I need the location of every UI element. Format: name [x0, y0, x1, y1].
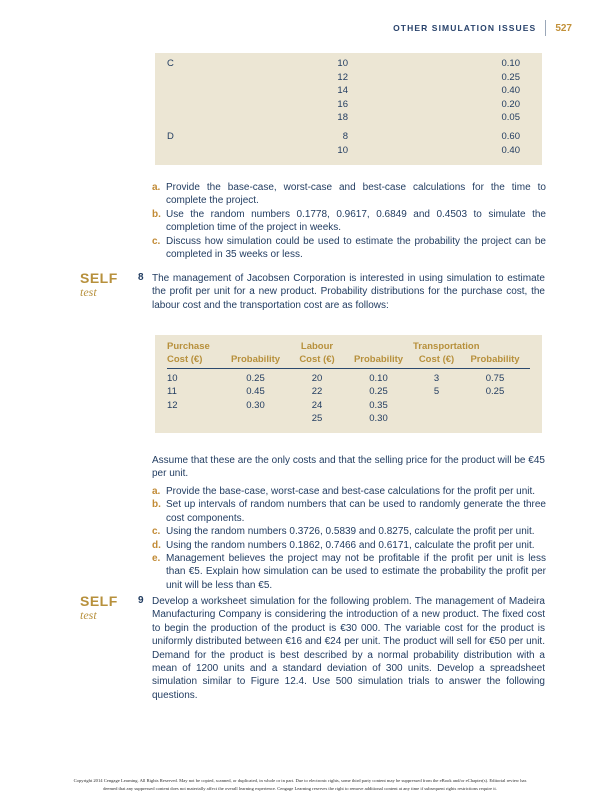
- copyright-footer: [28, 777, 572, 792]
- cell: 5: [433, 386, 440, 398]
- header-rule: [167, 368, 530, 369]
- item-letter: e.: [152, 553, 161, 565]
- test-label: test: [80, 285, 97, 299]
- probability-value: 0.20: [501, 98, 520, 110]
- time-value: 14: [337, 85, 348, 97]
- problem8-question-list: [152, 485, 546, 592]
- probability-value: 0.05: [501, 112, 520, 124]
- running-head-title: OTHER SIMULATION ISSUES: [393, 23, 537, 33]
- item-letter: d.: [152, 539, 161, 551]
- cell: 0.25: [246, 373, 265, 385]
- test-label: test: [80, 608, 97, 622]
- cell: [221, 412, 290, 425]
- time-value: 8: [342, 130, 348, 142]
- item-text: Using the random numbers 0.3726, 0.5839 and 0.8275, calculate the profit per unit.: [166, 526, 535, 538]
- item-letter: b.: [152, 208, 161, 220]
- table-header-row-1: [167, 341, 530, 354]
- col-probability: Probability: [230, 353, 281, 365]
- table-row: [155, 98, 542, 112]
- time-value: 18: [337, 112, 348, 124]
- table-row: [155, 71, 542, 85]
- activity-label: [155, 111, 205, 125]
- cell: 11: [167, 386, 177, 398]
- activity-label: D: [167, 130, 174, 142]
- probability-value: 0.10: [501, 58, 520, 69]
- problem8-intro: The management of Jacobsen Corporation is interested in using simulation to estimate the profit per unit for a new product. Probability distributions for the purchase cost, the labour cost and the transportation cost are as follows:: [152, 273, 545, 311]
- table-header-row-2: [167, 354, 530, 367]
- col-labour-cost: Cost (€): [299, 353, 335, 365]
- item-text: Set up intervals of random numbers that can be used to randomly generate the three cost components.: [166, 499, 546, 524]
- col-probability: Probability: [353, 353, 404, 365]
- item-letter: b.: [152, 499, 161, 511]
- probability-value: 0.25: [501, 71, 520, 83]
- list-item: [152, 525, 546, 538]
- self-label: SELF: [80, 593, 118, 609]
- page-header: [393, 20, 572, 36]
- cell: [413, 399, 460, 412]
- col-purchase-cost: Cost (€): [167, 353, 203, 365]
- time-value: 12: [337, 71, 348, 83]
- cell: [460, 412, 530, 425]
- cell: 25: [311, 412, 323, 424]
- cell: 22: [311, 386, 323, 398]
- col-group-transportation: Transportation: [413, 341, 480, 352]
- problem-number: 9: [138, 595, 144, 606]
- time-value: 10: [337, 144, 348, 156]
- item-text: Provide the base-case, worst-case and best-case calculations for the profit per unit.: [166, 486, 536, 497]
- table-row: [155, 111, 542, 125]
- cell: [460, 399, 530, 412]
- cell: 12: [167, 399, 178, 411]
- problem8-assumption: Assume that these are the only costs and that the selling price for the product will be €45 per unit.: [152, 455, 545, 480]
- probability-value: 0.40: [501, 144, 520, 156]
- header-divider: [545, 20, 546, 36]
- list-item: [152, 235, 546, 262]
- list-item: [152, 539, 546, 552]
- col-transportation-cost: Cost (€): [418, 353, 455, 365]
- item-text: Using the random numbers 0.1862, 0.7466 and 0.6171, calculate the profit per unit.: [166, 539, 535, 551]
- cost-distribution-table: [155, 335, 542, 433]
- self-label: SELF: [80, 270, 118, 286]
- table-row: [167, 399, 530, 412]
- problem-number: 8: [138, 272, 144, 283]
- time-value: 16: [337, 98, 348, 110]
- problem7-question-list: [152, 181, 546, 261]
- cell: 0.75: [485, 373, 505, 385]
- item-text: Management believes the project may not be profitable if the profit per unit is less than €5. Explain how simulation can be used to estimate the probability the profit per unit will be less than €5.: [166, 553, 546, 591]
- cell: 0.30: [369, 412, 388, 424]
- cell: 0.45: [246, 386, 265, 398]
- copyright-line-2: deemed that any suppressed content does not materially affect the overall learning experience. Cengage Learning reserves the right to remove additional content at any time if subsequent rights restrictions require it.: [103, 785, 497, 791]
- activity-label: [155, 71, 205, 85]
- table-row: [155, 130, 542, 144]
- item-text: Provide the base-case, worst-case and best-case calculations for the time to complete the project.: [166, 182, 546, 207]
- activity-label: [155, 98, 205, 112]
- list-item: [152, 181, 546, 208]
- cell: 0.10: [369, 373, 388, 385]
- list-item: [152, 208, 546, 235]
- cell: [167, 412, 221, 425]
- list-item: [152, 552, 546, 592]
- page-number: 527: [555, 22, 572, 34]
- cell: 3: [433, 373, 440, 385]
- list-item: [152, 498, 546, 525]
- table-row: [167, 385, 530, 398]
- cell: 10: [167, 373, 178, 385]
- col-group-labour: Labour: [300, 341, 334, 352]
- item-letter: a.: [152, 486, 161, 497]
- table-row: [155, 57, 542, 71]
- copyright-line-1: Copyright 2014 Cengage Learning. All Rights Reserved. May not be copied, scanned, or duplicated, in whole or in part. Due to electronic rights, some third party content may be suppressed from the eBook and/or eChapter(s). Editorial review has: [73, 778, 527, 783]
- activity-label: C: [167, 58, 174, 69]
- probability-value: 0.60: [501, 130, 520, 142]
- col-group-purchase: Purchase: [167, 341, 210, 352]
- item-letter: c.: [152, 526, 161, 538]
- cell: 0.25: [369, 386, 388, 398]
- cell: 0.30: [246, 399, 265, 411]
- cell: 0.25: [485, 386, 505, 398]
- col-probability: Probability: [470, 353, 520, 365]
- item-text: Discuss how simulation could be used to estimate the probability the project can be completed in 35 weeks or less.: [166, 235, 546, 261]
- activity-label: [155, 144, 205, 158]
- cell: [413, 412, 460, 425]
- problem9-text: Develop a worksheet simulation for the following problem. The management of Madeira Manufacturing Company is considering the introduction of a new product. The fixed cost to begin the production of the product is €30 000. The variable cost for the product is uniformly distributed between €16 and €24 per unit. The product will sell for €50 per unit. Demand for the product is best described by a normal probability distribution with a mean of 1200 units and a standard deviation of 300 units. Develop a spreadsheet simulation similar to Figure 12.4. Use 500 simulation trials to answer the following questions.: [152, 596, 545, 701]
- table-row: [155, 144, 542, 158]
- cell: 0.35: [369, 399, 388, 411]
- item-text: Use the random numbers 0.1778, 0.9617, 0.6849 and 0.4503 to simulate the completion time of the project in weeks.: [166, 208, 546, 234]
- table-row: [167, 412, 530, 425]
- time-value: 10: [337, 58, 348, 69]
- cell: 24: [311, 399, 323, 411]
- table-row: [167, 372, 530, 385]
- item-letter: a.: [152, 182, 161, 193]
- probability-value: 0.40: [501, 85, 520, 97]
- cell: 20: [311, 373, 323, 385]
- table-row: [155, 84, 542, 98]
- activity-label: [155, 84, 205, 98]
- activity-time-table: [155, 53, 542, 165]
- item-letter: c.: [152, 235, 161, 247]
- list-item: [152, 485, 546, 498]
